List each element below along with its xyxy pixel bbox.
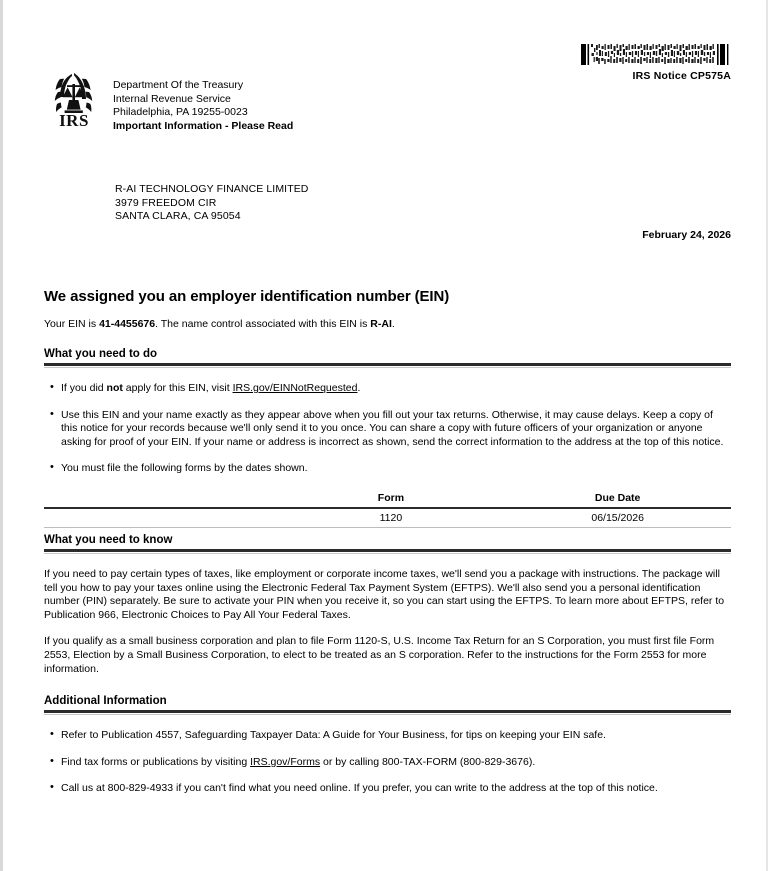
agency-department: Department Of the Treasury bbox=[113, 79, 244, 91]
bullet1-middle: apply for this EIN, visit bbox=[122, 382, 233, 394]
table-cell-due-date: 06/15/2026 bbox=[504, 508, 731, 528]
recipient-city-state-zip: SANTA CLARA, CA 95054 bbox=[115, 210, 241, 222]
list-item: • Use this EIN and your name exactly as they appear above when you fill out your tax returns. Otherwise, it may cause delays. Keep a copy of this notice for your records because we'll only send it to you once. You can share a copy with future officers of your organization or anyone asking for proof of your EIN. If your name or address is incorrect as shown, send the correct information to the address at the top of this notice. bbox=[44, 409, 731, 450]
forms-bullet-suffix: or by calling 800-TAX-FORM (800-829-3676). bbox=[320, 755, 536, 768]
eftps-paragraph: If you need to pay certain types of taxes, like employment or corporate income taxes, we'll send you a package with instructions. The package will tell you how to pay your taxes online using the Electronic Federal Tax Payment System (EFTPS). We'll also send you a personal identification number (PIN) separately. Be sure to activate your PIN when you receive it, so you can start using the EFTPS. To learn more about EFTPS, refer to Publication 966, Electronic Choices to Pay All Your Federal Taxes. bbox=[44, 567, 725, 621]
section-rule bbox=[44, 363, 731, 366]
list-item: • Refer to Publication 4557, Safeguarding Taxpayer Data: A Guide for Your Business, for tips on keeping your EIN safe. bbox=[44, 729, 731, 743]
section-heading-what-you-need-to-do: What you need to do bbox=[44, 348, 158, 360]
forms-bullet-prefix: Find tax forms or publications by visiting bbox=[61, 755, 251, 768]
ein-prefix-text: Your EIN is bbox=[44, 318, 100, 330]
svg-text:IRS: IRS bbox=[59, 111, 89, 128]
section-rule-shadow bbox=[44, 714, 731, 715]
name-control-prefix-text: . The name control associated with this EIN is bbox=[155, 318, 371, 330]
bullet1-prefix: If you did bbox=[61, 382, 107, 394]
ein-summary-line bbox=[44, 317, 731, 331]
ein-not-requested-link[interactable]: IRS.gov/EINNotRequested bbox=[232, 382, 358, 394]
name-control-value: R-AI bbox=[370, 318, 392, 330]
notice-date: February 24, 2026 bbox=[642, 229, 731, 241]
ein-value: 41-4455676 bbox=[99, 318, 156, 330]
section-heading-additional-information: Additional Information bbox=[44, 695, 167, 708]
table-header-due-date: Due Date bbox=[504, 492, 731, 508]
agency-masthead bbox=[51, 70, 293, 133]
table-cell-spacer bbox=[44, 508, 278, 528]
s-corporation-paragraph: If you qualify as a small business corporation and plan to file Form 1120-S, U.S. Income Tax Return for an S Corporation, you must first file Form 2553, Election by a Small Business Corporation, to elect to be treated as an S corporation. Refer to the instructions for the Form 2553 for more information. bbox=[44, 635, 715, 675]
irs-gov-forms-link[interactable]: IRS.gov/Forms bbox=[250, 755, 321, 768]
list-item bbox=[44, 382, 731, 396]
additional-information-list bbox=[44, 729, 731, 796]
section-heading-what-you-need-to-know: What you need to know bbox=[44, 533, 173, 546]
bullet1-emphasis: not bbox=[106, 382, 123, 394]
barcode-block bbox=[581, 44, 731, 82]
irs-seal-icon bbox=[51, 70, 97, 128]
table-header-form: Form bbox=[278, 492, 505, 508]
agency-city-state-zip: Philadelphia, PA 19255-0023 bbox=[113, 106, 248, 118]
table-header-row bbox=[44, 492, 731, 508]
section-rule bbox=[44, 710, 731, 713]
what-you-need-to-do-list bbox=[44, 382, 731, 476]
recipient-street: 3979 FREEDOM CIR bbox=[115, 196, 217, 209]
important-notice-line: Important Information - Please Read bbox=[113, 119, 294, 132]
forms-due-dates-table bbox=[44, 492, 731, 528]
recipient-name: R-AI TECHNOLOGY FINANCE LIMITED bbox=[115, 183, 309, 195]
notice-header bbox=[44, 0, 731, 132]
section-rule bbox=[44, 549, 731, 552]
list-item: • You must file the following forms by the dates shown. bbox=[44, 462, 731, 476]
list-item: • Call us at 800-829-4933 if you can't find what you need online. If you prefer, you can write to the address at the top of this notice. bbox=[44, 782, 731, 796]
table-row bbox=[44, 508, 731, 528]
barcode-image bbox=[581, 44, 731, 65]
ein-line-period: . bbox=[391, 318, 395, 330]
irs-logo bbox=[51, 70, 97, 128]
recipient-address-block bbox=[115, 183, 309, 224]
table-header-spacer bbox=[44, 492, 278, 508]
section-rule-shadow bbox=[44, 367, 731, 368]
list-item bbox=[44, 756, 731, 770]
page-title: We assigned you an employer identification number (EIN) bbox=[44, 288, 450, 305]
page-inner bbox=[44, 0, 731, 871]
notice-body bbox=[44, 288, 731, 809]
notice-id-label: IRS Notice CP575A bbox=[632, 70, 731, 82]
section-rule-shadow bbox=[44, 553, 731, 554]
table-cell-form: 1120 bbox=[278, 508, 505, 528]
agency-service: Internal Revenue Service bbox=[113, 92, 231, 105]
bullet1-period: . bbox=[357, 382, 361, 394]
agency-address-block bbox=[113, 70, 293, 133]
